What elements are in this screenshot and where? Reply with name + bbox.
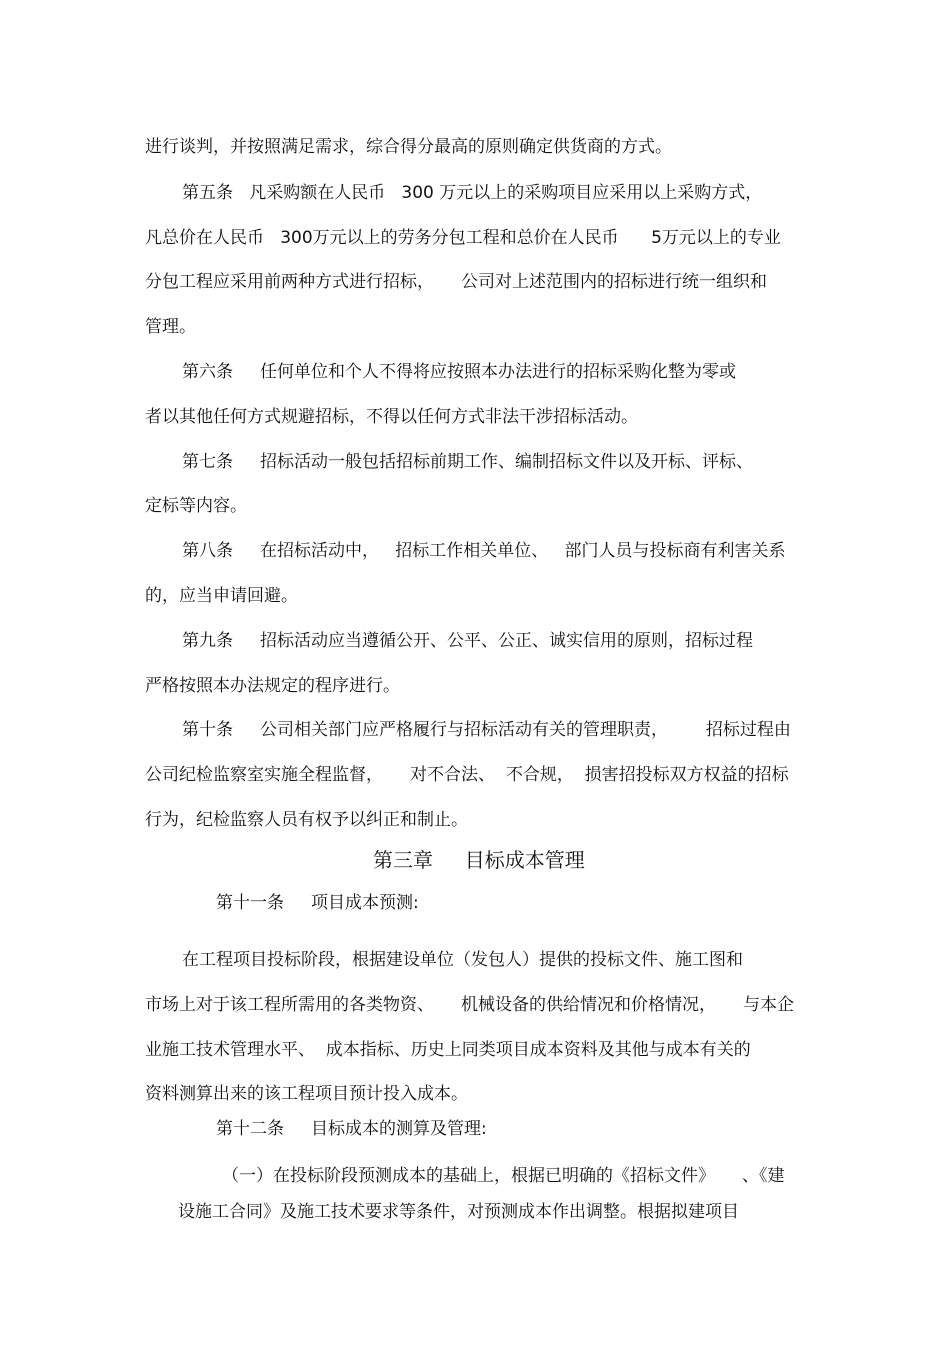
text-line-12: 第九条 招标活动应当遵循公开、公平、公正、诚实信用的原则，招标过程 — [182, 631, 754, 651]
text-line-11: 的，应当申请回避。 — [145, 586, 298, 606]
text-line-20: 业施工技术管理水平、 成本指标、历史上同类项目成本资料及其他与成本有关的 — [145, 1040, 751, 1060]
text-line-7: 者以其他任何方式规避招标，不得以任何方式非法干涉招标活动。 — [145, 407, 638, 427]
text-line-24: 设施工合同》及施工技术要求等条件，对预测成本作出调整。根据拟建项目 — [178, 1202, 739, 1222]
text-line-18: 在工程项目投标阶段，根据建设单位（发包人）提供的投标文件、施工图和 — [182, 950, 743, 970]
text-line-13: 严格按照本办法规定的程序进行。 — [145, 676, 400, 696]
text-line-6: 第六条 任何单位和个人不得将应按照本办法进行的招标采购化整为零或 — [182, 362, 737, 382]
text-line-1: 进行谈判，并按照满足需求，综合得分最高的原则确定供货商的方式。 — [145, 137, 672, 157]
text-line-10: 第八条 在招标活动中， 招标工作相关单位、 部门人员与投标商有利害关系 — [182, 541, 786, 561]
text-line-5: 管理。 — [145, 317, 196, 337]
text-line-2: 第五条 凡采购额在人民币 300 万元以上的采购项目应采用以上采购方式， — [182, 183, 763, 203]
text-line-4: 分包工程应采用前两种方式进行招标， 公司对上述范围内的招标进行统一组织和 — [145, 272, 768, 292]
text-line-19: 市场上对于该工程所需用的各类物资、 机械设备的供给情况和价格情况， 与本企 — [145, 995, 795, 1015]
text-line-8: 第七条 招标活动一般包括招标前期工作、编制招标文件以及开标、评标、 — [182, 452, 754, 472]
text-line-23: （一）在投标阶段预测成本的基础上，根据已明确的《招标文件》 、《建 — [222, 1166, 785, 1186]
text-line-21: 资料测算出来的该工程项目预计投入成本。 — [145, 1084, 468, 1104]
text-line-16: 行为，纪检监察人员有权予以纠正和制止。 — [145, 810, 468, 830]
text-line-14: 第十条 公司相关部门应严格履行与招标活动有关的管理职责， 招标过程由 — [182, 720, 791, 740]
text-line-17: 第十一条 项目成本预测: — [216, 893, 419, 913]
text-line-15: 公司纪检监察室实施全程监督， 对不合法、 不合规， 损害招投标双方权益的招标 — [145, 765, 789, 785]
text-line-3: 凡总价在人民币 300万元以上的劳务分包工程和总价在人民币 5万元以上的专业 — [145, 228, 781, 248]
text-line-22: 第十二条 目标成本的测算及管理: — [216, 1119, 487, 1139]
chapter-heading: 第三章 目标成本管理 — [373, 848, 585, 872]
text-line-9: 定标等内容。 — [145, 496, 247, 516]
